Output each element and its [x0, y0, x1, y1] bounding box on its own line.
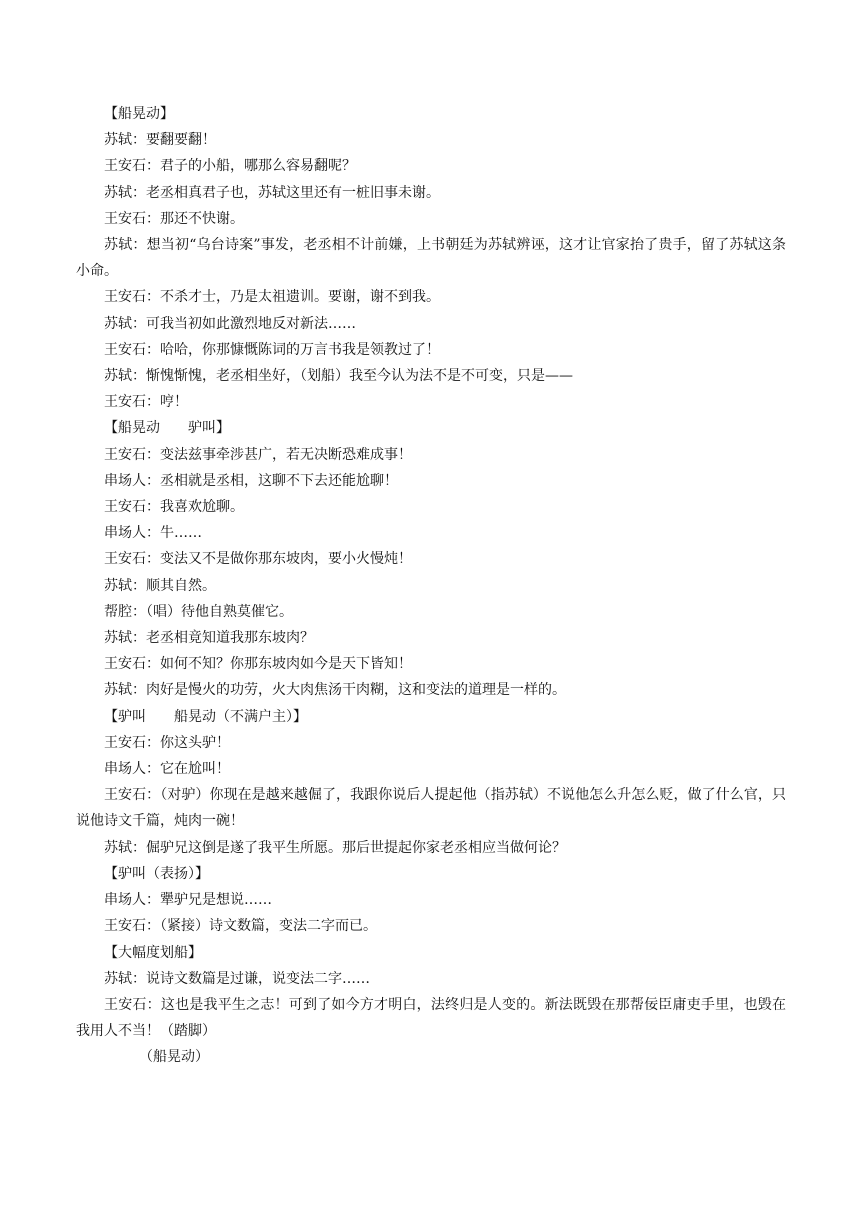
dialogue-line: 串场人：它在尬叫！ [104, 761, 230, 778]
script-text [76, 101, 786, 1071]
dialogue-line: 王安石：如何不知？你那东坡肉如今是天下皆知！ [104, 656, 412, 673]
dialogue-line: 苏轼：要翻要翻！ [104, 132, 216, 149]
dialogue-line: 王安石：变法兹事牵涉甚广，若无决断恐难成事！ [104, 446, 412, 463]
dialogue-line: 苏轼：倔驴兄这倒是遂了我平生所愿。那后世提起你家老丞相应当做何论？ [104, 839, 566, 856]
dialogue-line: 苏轼：想当初“乌台诗案”事发，老丞相不计前嫌，上书朝廷为苏轼辨诬，这才让官家抬了贵手，留了苏轼这条小命。 [76, 237, 786, 280]
dialogue-line: 王安石：君子的小船，哪那么容易翻呢？ [104, 158, 356, 175]
dialogue-line: 串场人：牛…… [104, 525, 202, 542]
stage-direction: 【大幅度划船】 [104, 944, 202, 961]
stage-direction: 【驴叫（表扬）】 [104, 865, 209, 882]
dialogue-line: 王安石：我喜欢尬聊。 [104, 499, 244, 516]
dialogue-line: 王安石：你这头驴！ [104, 734, 230, 751]
dialogue-line: 王安石：（对驴）你现在是越来越倔了，我跟你说后人提起他（指苏轼）不说他怎么升怎么贬，做了什么官，只说他诗文千篇，炖肉一碗！ [76, 787, 786, 830]
dialogue-line: 王安石：哼！ [104, 394, 188, 411]
dialogue-line: 王安石：那还不快谢。 [104, 210, 244, 227]
dialogue-line: 苏轼：说诗文数篇是过谦，说变法二字…… [104, 970, 370, 987]
dialogue-line: 苏轼：惭愧惭愧，老丞相坐好，（划船）我至今认为法不是不可变，只是—— [104, 368, 573, 385]
dialogue-line: 苏轼：可我当初如此激烈地反对新法…… [104, 315, 356, 332]
stage-direction: 【驴叫 船晃动（不满户主）】 [104, 708, 307, 725]
dialogue-line: 苏轼：肉好是慢火的功劳，火大肉焦汤干肉糊，这和变法的道理是一样的。 [104, 682, 566, 699]
dialogue-line: 王安石：（紧接）诗文数篇，变法二字而已。 [104, 918, 377, 935]
dialogue-line: 苏轼：老丞相真君子也，苏轼这里还有一桩旧事未谢。 [104, 184, 440, 201]
stage-direction: 【船晃动】 [104, 106, 174, 122]
dialogue-line: 王安石：变法又不是做你那东坡肉，要小火慢炖！ [104, 551, 412, 568]
stage-direction: （船晃动） [139, 1049, 209, 1066]
dialogue-line: 苏轼：顺其自然。 [104, 577, 216, 594]
dialogue-line: 王安石：哈哈，你那慷慨陈词的万言书我是领教过了！ [104, 341, 440, 358]
dialogue-line: 苏轼：老丞相竟知道我那东坡肉？ [104, 630, 314, 647]
dialogue-line: 王安石：这也是我平生之志！可到了如今方才明白，法终归是人变的。新法既毁在那帮佞臣庸吏手里，也毁在我用人不当！（踏脚） [76, 996, 786, 1040]
stage-direction: 【船晃动 驴叫】 [104, 420, 230, 437]
dialogue-line: 串场人：丞相就是丞相，这聊不下去还能尬聊！ [104, 472, 398, 489]
dialogue-line: 帮腔：（唱）待他自熟莫催它。 [104, 603, 293, 620]
dialogue-line: 王安石：不杀才士，乃是太祖遗训。要谢，谢不到我。 [104, 289, 440, 306]
dialogue-line: 串场人：犟驴兄是想说…… [104, 892, 272, 909]
